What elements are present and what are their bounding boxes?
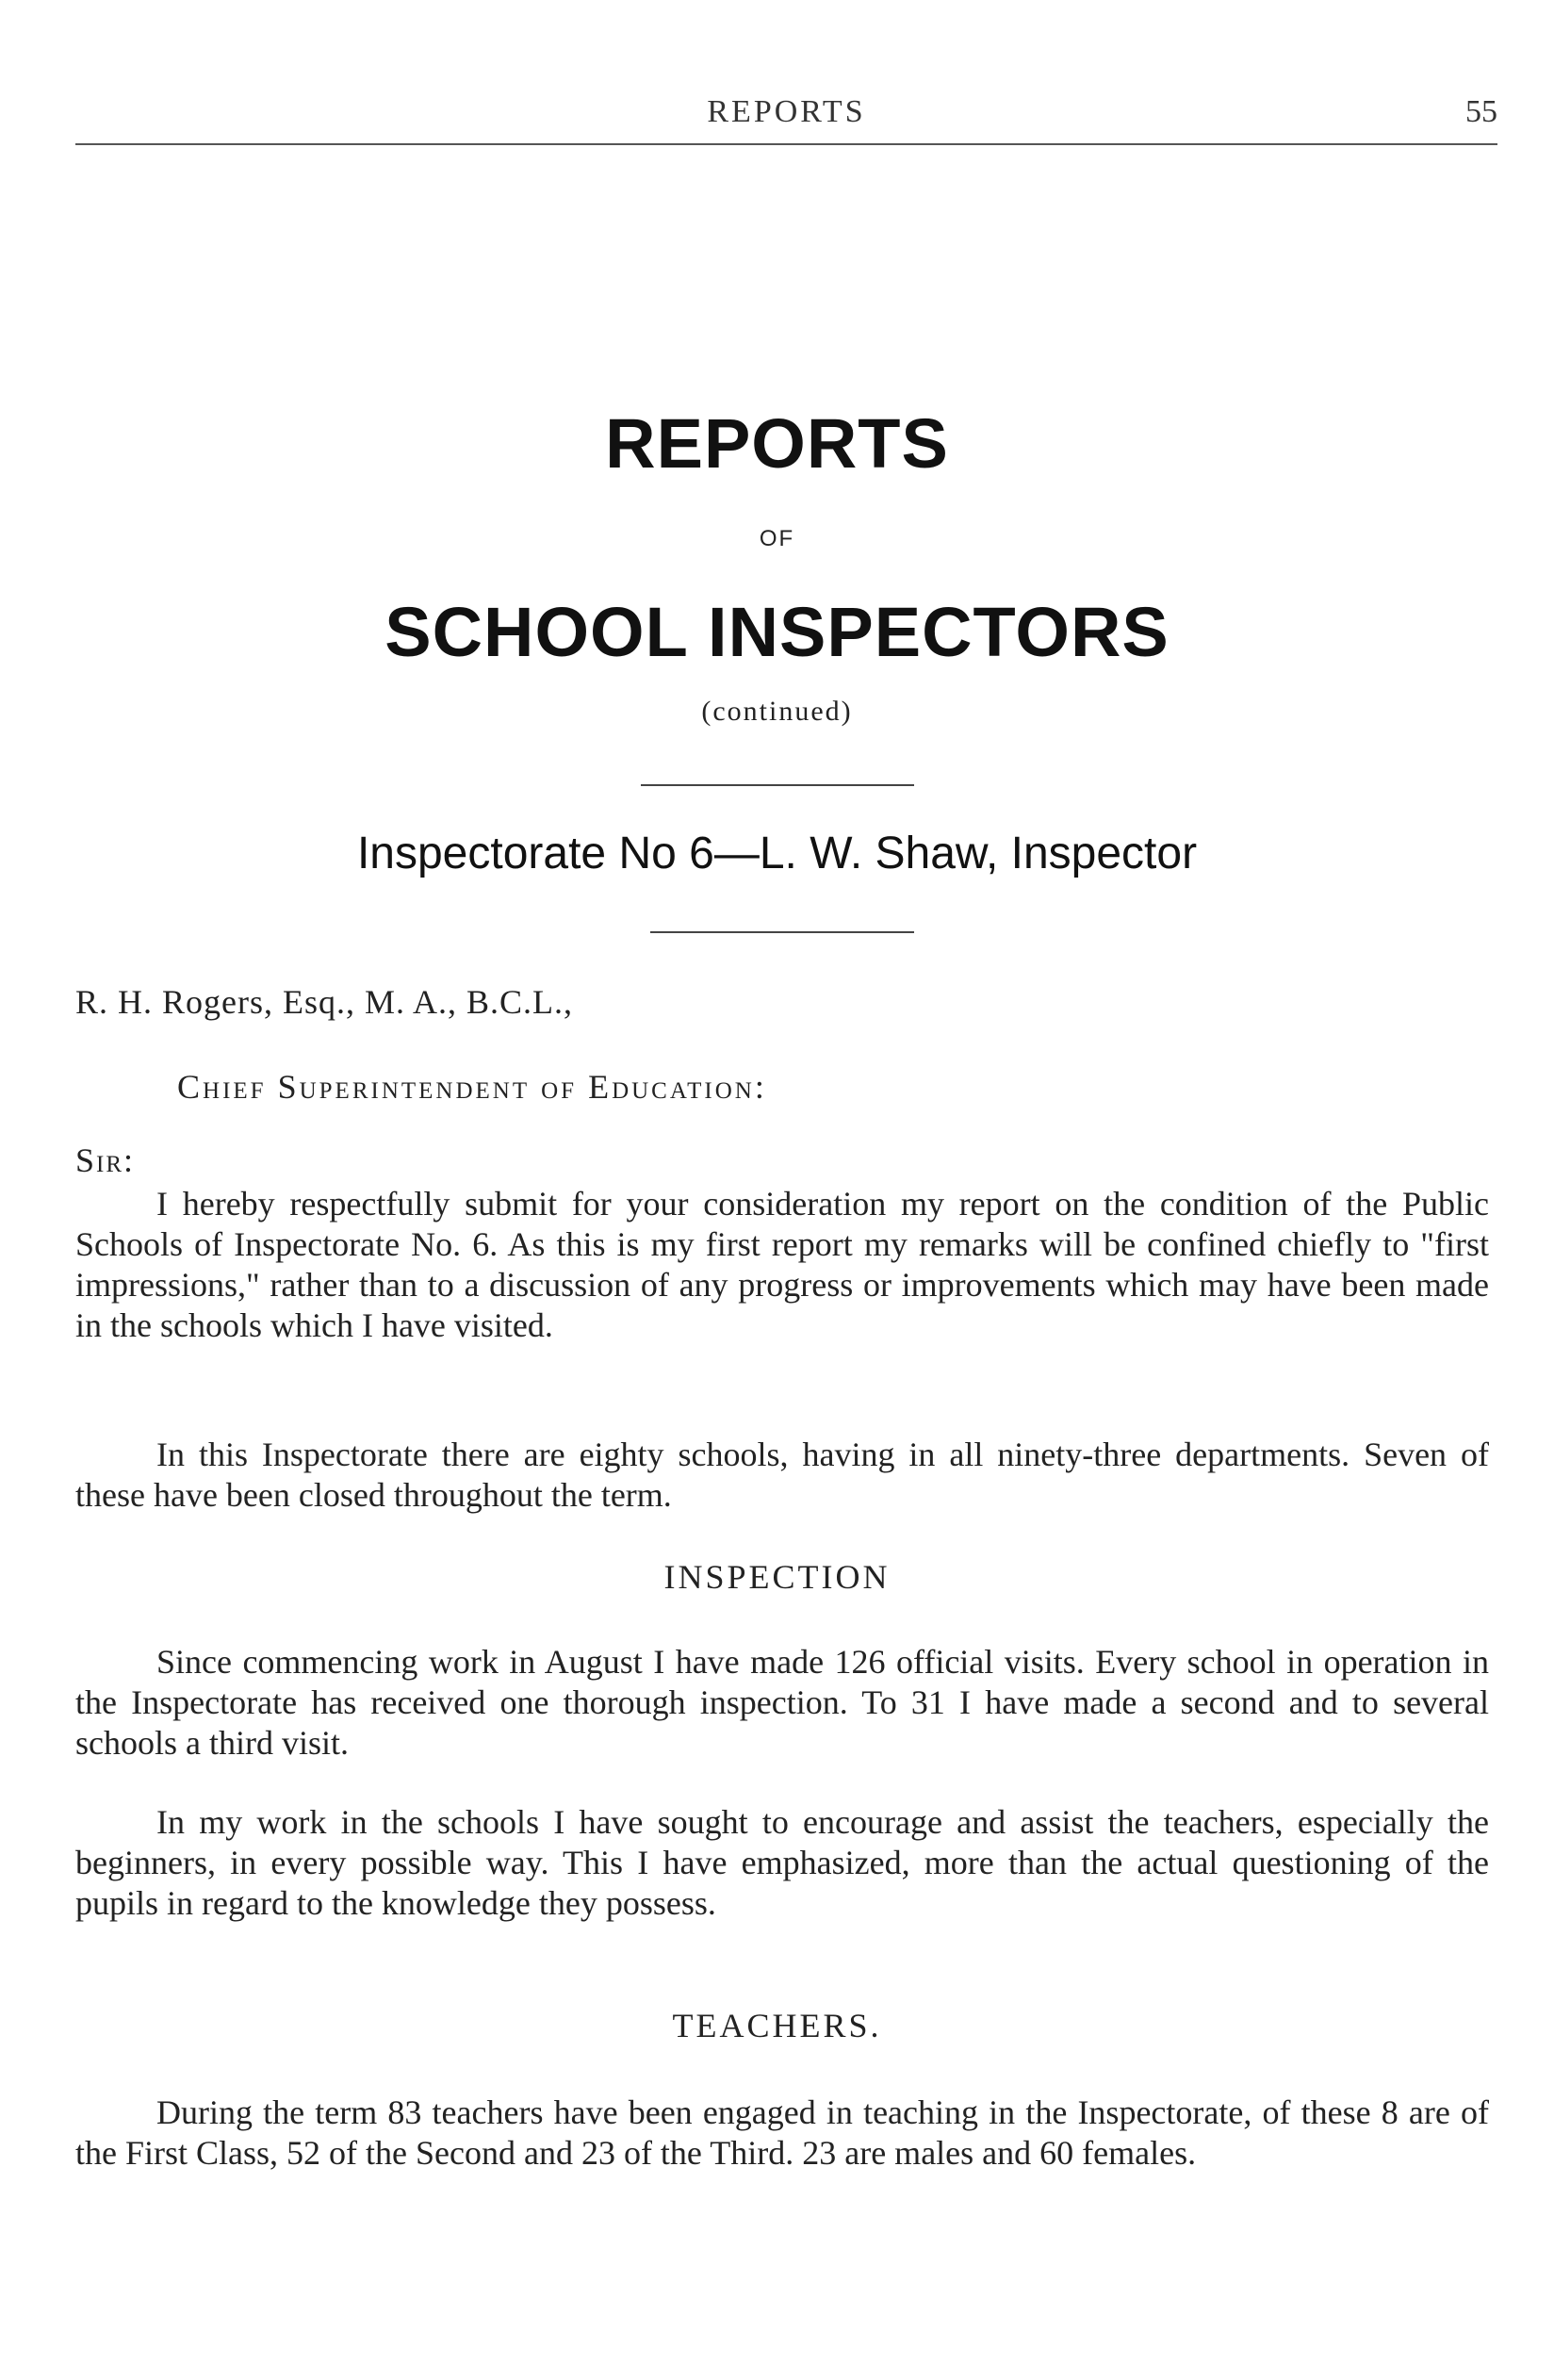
addressee-office: Chief Superintendent of Education: <box>177 1068 767 1106</box>
running-title: REPORTS <box>707 94 866 129</box>
body-paragraph: During the term 83 teachers have been engaged in teaching in the Inspectorate, of these 8 are of the First Class, 52 of the Second and 23 of the Third. 23 are males and 60 females. <box>75 2093 1489 2172</box>
divider-rule <box>641 784 914 786</box>
inspectorate-heading: Inspectorate No 6—L. W. Shaw, Inspector <box>356 829 1198 878</box>
section-heading-teachers: TEACHERS. <box>672 2007 882 2044</box>
salutation: Sir: <box>75 1141 136 1179</box>
title-connector: OF <box>759 526 795 551</box>
body-paragraph: In this Inspectorate there are eighty schools, having in all ninety-three departments. Seven of these have been closed throughout the term. <box>75 1436 1489 1514</box>
page-number: 55 <box>1465 94 1497 129</box>
main-title: REPORTS <box>605 404 949 483</box>
divider-rule <box>650 931 914 933</box>
body-paragraph: In my work in the schools I have sought to encourage and assist the teachers, especially the beginners, in every possible way. This I have emphasized, more than the actual questioning of the pupils in regard to the knowledge they possess. <box>75 1803 1489 1922</box>
sub-title: SCHOOL INSPECTORS <box>384 593 1170 671</box>
running-header <box>75 94 1497 145</box>
section-heading-inspection: INSPECTION <box>663 1558 891 1596</box>
body-paragraph: I hereby respectfully submit for your consideration my report on the condition of the Public Schools of Inspectorate No. 6. As this is my first report my remarks will be confined chiefly to "first impressions," rather than to a discussion of any progress or improvements which may have been made in the schools which I have visited. <box>75 1185 1489 1344</box>
continued-note: (continued) <box>701 696 853 727</box>
addressee: R. H. Rogers, Esq., M. A., B.C.L., <box>75 983 574 1021</box>
body-paragraph: Since commencing work in August I have made 126 official visits. Every school in operation in the Inspectorate has received one thorough inspection. To 31 I have made a second and to several schools a third visit. <box>75 1643 1489 1762</box>
